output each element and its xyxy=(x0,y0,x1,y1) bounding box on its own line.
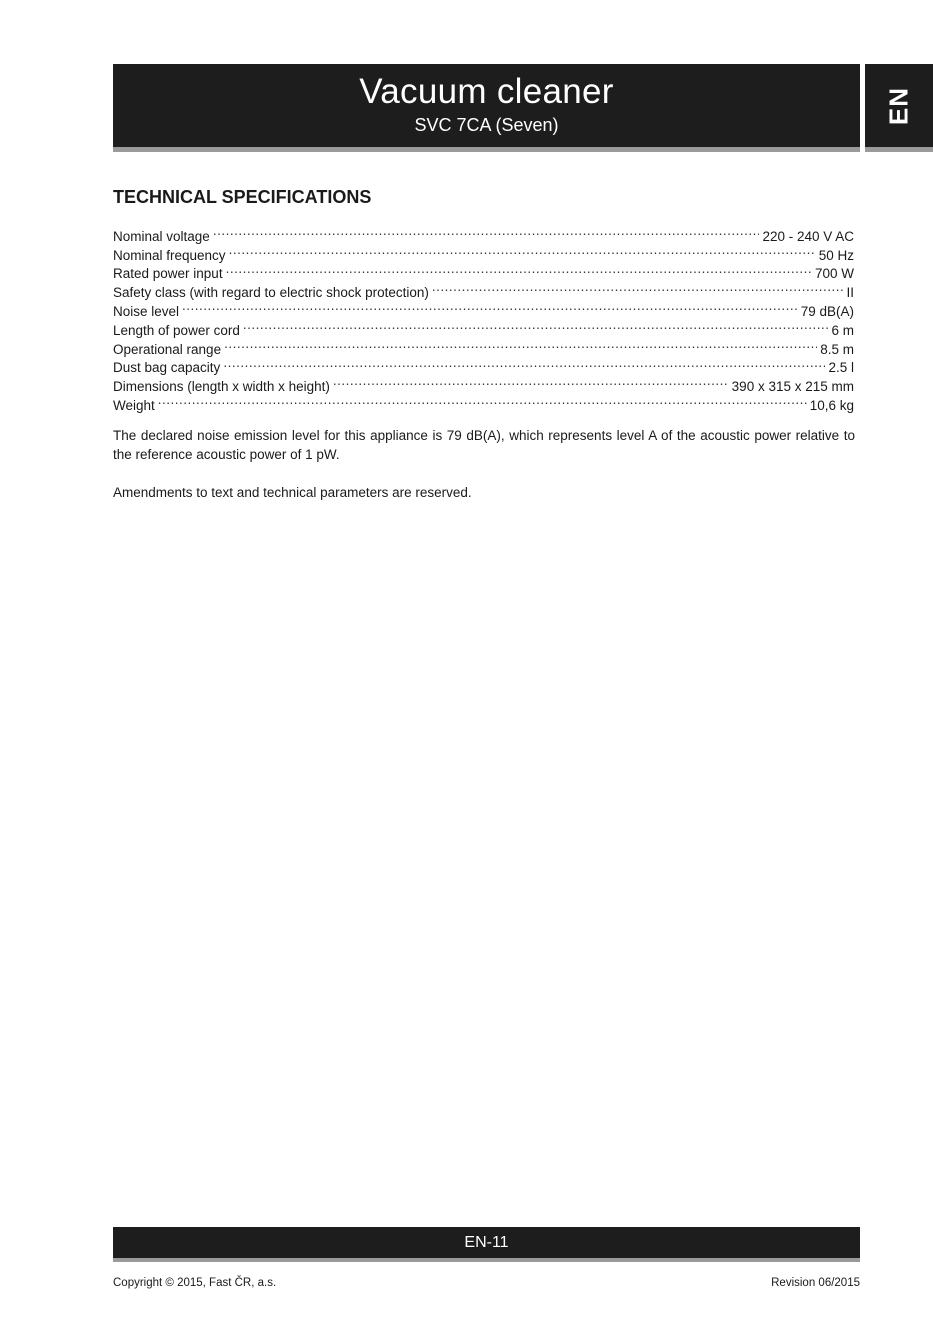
spec-row-safety-class xyxy=(113,278,854,301)
language-tab xyxy=(865,64,933,147)
spec-label: Dimensions (length x width x height) xyxy=(113,379,330,395)
spec-value: 8.5 m xyxy=(820,341,854,357)
model-subtitle: SVC 7CA (Seven) xyxy=(414,115,559,135)
page-number-bar xyxy=(113,1227,860,1258)
spec-label: Safety class (with regard to electric shock protection) xyxy=(113,285,429,301)
dot-leader xyxy=(229,241,816,260)
spec-label: Operational range xyxy=(113,341,222,357)
spec-value: 79 dB(A) xyxy=(800,303,854,319)
spec-value: 10,6 kg xyxy=(809,397,854,413)
dot-leader xyxy=(333,372,729,391)
spec-value: 6 m xyxy=(831,322,854,338)
copyright-text: Copyright © 2015, Fast ČR, a.s. xyxy=(113,1277,277,1289)
page-number: EN-11 xyxy=(464,1234,509,1251)
section-title: TECHNICAL SPECIFICATIONS xyxy=(113,187,372,207)
spec-row-operational-range xyxy=(113,335,854,357)
spec-label: Length of power cord xyxy=(113,322,240,338)
revision-text: Revision 06/2015 xyxy=(771,1277,860,1289)
dot-leader xyxy=(158,391,807,410)
document-header xyxy=(113,64,860,147)
spec-row-nominal-frequency xyxy=(113,241,854,263)
spec-row-weight xyxy=(113,391,854,413)
spec-value: 220 - 240 V AC xyxy=(762,228,854,244)
dot-leader xyxy=(182,297,798,316)
noise-paragraph: The declared noise emission level for this appliance is 79 dB(A), which represents level A of the acoustic power relative to the reference acoustic power of 1 pW. xyxy=(113,428,855,462)
spec-value: 50 Hz xyxy=(818,247,854,263)
spec-label: Rated power input xyxy=(113,266,223,282)
spec-label: Weight xyxy=(113,397,155,413)
spec-row-dimensions xyxy=(113,372,854,395)
spec-list xyxy=(113,222,854,413)
language-tab-label: EN xyxy=(883,86,914,125)
dot-leader xyxy=(223,354,825,373)
amendments-paragraph: Amendments to text and technical parameters are reserved. xyxy=(113,485,472,500)
dot-leader xyxy=(432,278,844,297)
spec-value: 390 x 315 x 215 mm xyxy=(731,379,854,395)
spec-value: II xyxy=(846,285,854,301)
spec-label: Nominal frequency xyxy=(113,247,226,263)
dot-leader xyxy=(243,316,829,335)
document-title: Vacuum cleaner xyxy=(359,72,614,111)
spec-label: Noise level xyxy=(113,303,180,319)
spec-label: Dust bag capacity xyxy=(113,360,221,376)
dot-leader xyxy=(224,335,817,354)
dot-leader xyxy=(226,260,812,279)
dot-leader xyxy=(213,222,760,241)
spec-label: Nominal voltage xyxy=(113,228,210,244)
spec-row-power-cord-length xyxy=(113,316,854,338)
spec-value: 700 W xyxy=(814,266,854,282)
spec-row-nominal-voltage xyxy=(113,222,854,244)
spec-row-dust-bag-capacity xyxy=(113,354,854,376)
spec-value: 2.5 l xyxy=(828,360,854,376)
spec-row-noise-level xyxy=(113,297,854,319)
